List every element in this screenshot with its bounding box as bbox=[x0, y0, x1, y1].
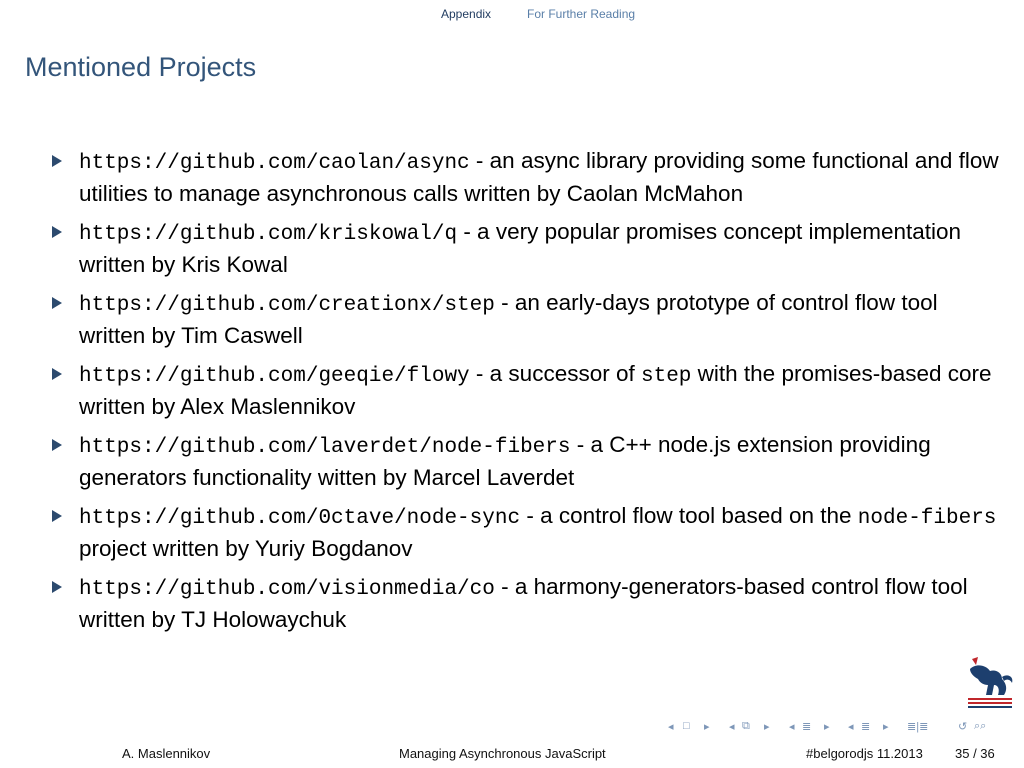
footer bbox=[0, 746, 1024, 766]
list-item bbox=[52, 430, 1002, 493]
bullet-triangle-icon bbox=[52, 155, 62, 167]
list-item bbox=[52, 501, 1002, 564]
project-url: https://github.com/caolan/async bbox=[79, 152, 470, 175]
project-url: https://github.com/visionmedia/co bbox=[79, 578, 495, 601]
bullet-triangle-icon bbox=[52, 439, 62, 451]
bullet-triangle-icon bbox=[52, 297, 62, 309]
project-description-cont: project written by Yuriy Bogdanov bbox=[79, 536, 413, 561]
align-icon[interactable]: ≣|≣ bbox=[907, 721, 929, 733]
bullet-triangle-icon bbox=[52, 510, 62, 522]
bullet-triangle-icon bbox=[52, 581, 62, 593]
bullet-triangle-icon bbox=[52, 368, 62, 380]
frame-right-icon[interactable]: ▸ bbox=[704, 721, 710, 733]
footer-page-number: 35 / 36 bbox=[955, 746, 995, 761]
inline-code: node-fibers bbox=[857, 507, 997, 530]
project-url: https://github.com/geeqie/flowy bbox=[79, 365, 470, 388]
footer-title: Managing Asynchronous JavaScript bbox=[399, 746, 606, 761]
list-item bbox=[52, 359, 1002, 422]
doc-left-icon[interactable]: ◂ bbox=[848, 721, 854, 733]
section-right-icon[interactable]: ▸ bbox=[824, 721, 830, 733]
search-icon[interactable]: ⌕⌕ bbox=[974, 720, 987, 732]
list-item bbox=[52, 146, 1002, 209]
page-title: Mentioned Projects bbox=[25, 52, 257, 82]
project-description: - a very popular promises concept implementation written by Kris Kowal bbox=[79, 219, 962, 277]
conference-logo bbox=[962, 655, 1018, 711]
project-description-cont: with the promises-based core written by Alex Maslennikov bbox=[79, 361, 992, 419]
bullet-triangle-icon bbox=[52, 226, 62, 238]
inline-code: step bbox=[640, 365, 692, 388]
project-url: https://github.com/0ctave/node-sync bbox=[79, 507, 521, 530]
project-description: - an async library providing some functional and flow utilities to manage asynchronous calls written by Caolan McMahon bbox=[79, 148, 999, 206]
project-description: - a harmony-generators-based control flow tool written by TJ Holowaychuk bbox=[79, 574, 968, 632]
footer-author: A. Maslennikov bbox=[122, 746, 211, 761]
frame-left-icon[interactable]: ◂ bbox=[668, 721, 674, 733]
subsection-right-icon[interactable]: ▸ bbox=[764, 721, 770, 733]
project-url: https://github.com/kriskowal/q bbox=[79, 223, 458, 246]
beamer-navigation-bar bbox=[668, 720, 1024, 736]
doc-icon[interactable]: ≣ bbox=[861, 721, 871, 733]
project-url: https://github.com/creationx/step bbox=[79, 294, 495, 317]
section-icon[interactable]: ≣ bbox=[802, 721, 812, 733]
doc-right-icon[interactable]: ▸ bbox=[883, 721, 889, 733]
frame-icon[interactable]: □ bbox=[683, 720, 690, 732]
section-left-icon[interactable]: ◂ bbox=[789, 721, 795, 733]
project-url: https://github.com/laverdet/node-fibers bbox=[79, 436, 571, 459]
top-navigation bbox=[0, 7, 1024, 23]
project-description: - a C++ node.js extension providing generators functionality witten by Marcel Laverdet bbox=[79, 432, 931, 490]
project-description: - an early-days prototype of control flow tool written by Tim Caswell bbox=[79, 290, 938, 348]
list-item bbox=[52, 288, 1002, 351]
list-item bbox=[52, 217, 1002, 280]
project-description: - a successor of bbox=[469, 361, 641, 386]
subsection-left-icon[interactable]: ◂ bbox=[729, 721, 735, 733]
footer-event: #belgorodjs 11.2013 bbox=[806, 746, 923, 761]
list-item bbox=[52, 572, 1002, 635]
back-icon[interactable]: ↺ bbox=[958, 721, 968, 733]
nav-appendix-link[interactable]: Appendix bbox=[441, 7, 492, 21]
nav-further-reading-link[interactable]: For Further Reading bbox=[527, 7, 636, 21]
project-list bbox=[52, 146, 1002, 643]
project-description: - a control flow tool based on the bbox=[520, 503, 858, 528]
subsection-icon[interactable]: ⧉ bbox=[742, 720, 750, 732]
